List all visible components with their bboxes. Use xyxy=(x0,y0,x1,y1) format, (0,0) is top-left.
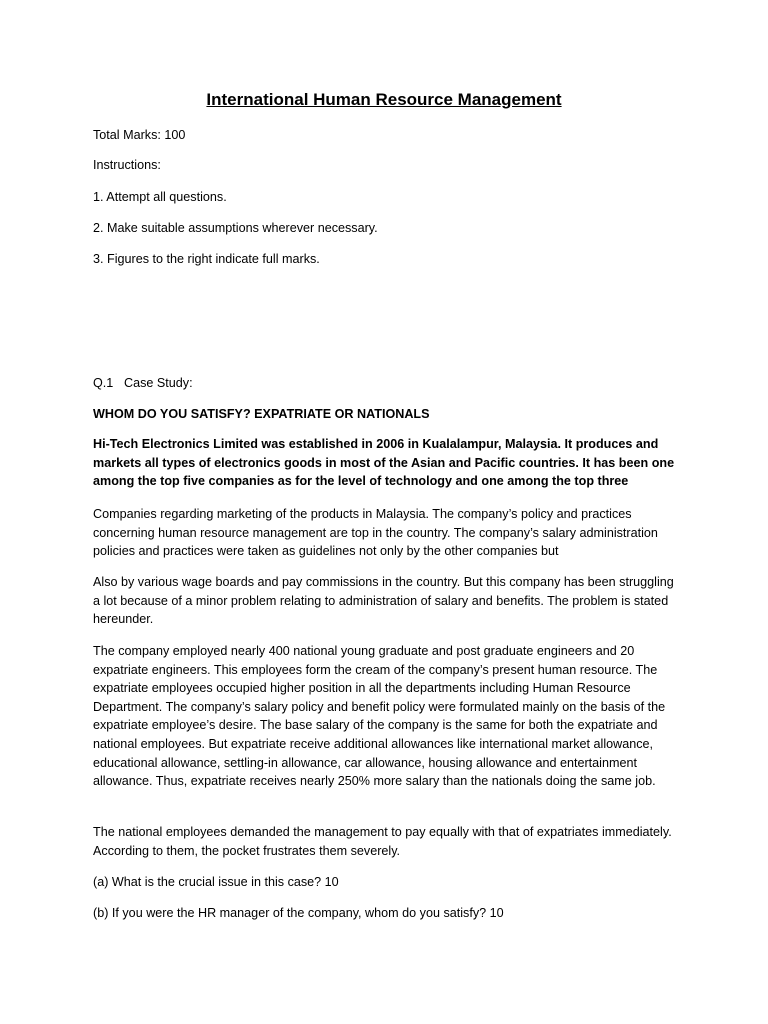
case-paragraph: Companies regarding marketing of the products in Malaysia. The company’s policy and practices concerning human resource management are top in the country. The company’s salary administration policies and practices were taken as guidelines not only by the other companies but xyxy=(93,507,658,559)
question-number: Q.1 xyxy=(93,376,114,390)
question-heading xyxy=(93,374,193,392)
instruction-item: 3. Figures to the right indicate full marks. xyxy=(93,252,320,266)
case-paragraph: Hi-Tech Electronics Limited was established in 2006 in Kualalampur, Malaysia. It produces and markets all types of electronics goods in most of the Asian and Pacific countries. It has been one among the top five companies as for the level of technology and one among the top three xyxy=(93,437,675,489)
case-paragraph: The company employed nearly 400 national young graduate and post graduate engineers and 20 expatriate engineers. This employees form the cream of the company’s present human resource. The expatriate employees occupied higher position in all the departments including Human Resource Department. The company’s salary policy and benefit policy were formulated mainly on the basis of the expatriate employee’s desire. The base salary of the company is the same for both the expatriate and national employees. But expatriate receive additional allowances like international market allowance, educational allowance, settling-in allowance, car allowance, housing allowance and entertainment allowance. Thus, expatriate receives nearly 250% more salary than the nationals doing the same job. xyxy=(93,644,666,789)
instruction-item: 2. Make suitable assumptions wherever necessary. xyxy=(93,221,378,235)
total-marks: Total Marks: 100 xyxy=(93,128,186,142)
instructions-label: Instructions: xyxy=(93,158,161,172)
instruction-item: 1. Attempt all questions. xyxy=(93,190,227,204)
sub-question: (a) What is the crucial issue in this case? 10 xyxy=(93,875,339,889)
document-title: International Human Resource Management xyxy=(206,90,562,109)
sub-question: (b) If you were the HR manager of the company, whom do you satisfy? 10 xyxy=(93,906,504,920)
case-heading: WHOM DO YOU SATISFY? EXPATRIATE OR NATIONALS xyxy=(93,407,430,421)
case-paragraph: The national employees demanded the management to pay equally with that of expatriates immediately. According to them, the pocket frustrates them severely. xyxy=(93,825,672,858)
question-label: Case Study: xyxy=(124,376,193,390)
case-paragraph: Also by various wage boards and pay commissions in the country. But this company has been struggling a lot because of a minor problem relating to administration of salary and benefits. The problem is stated hereunder. xyxy=(93,575,674,627)
